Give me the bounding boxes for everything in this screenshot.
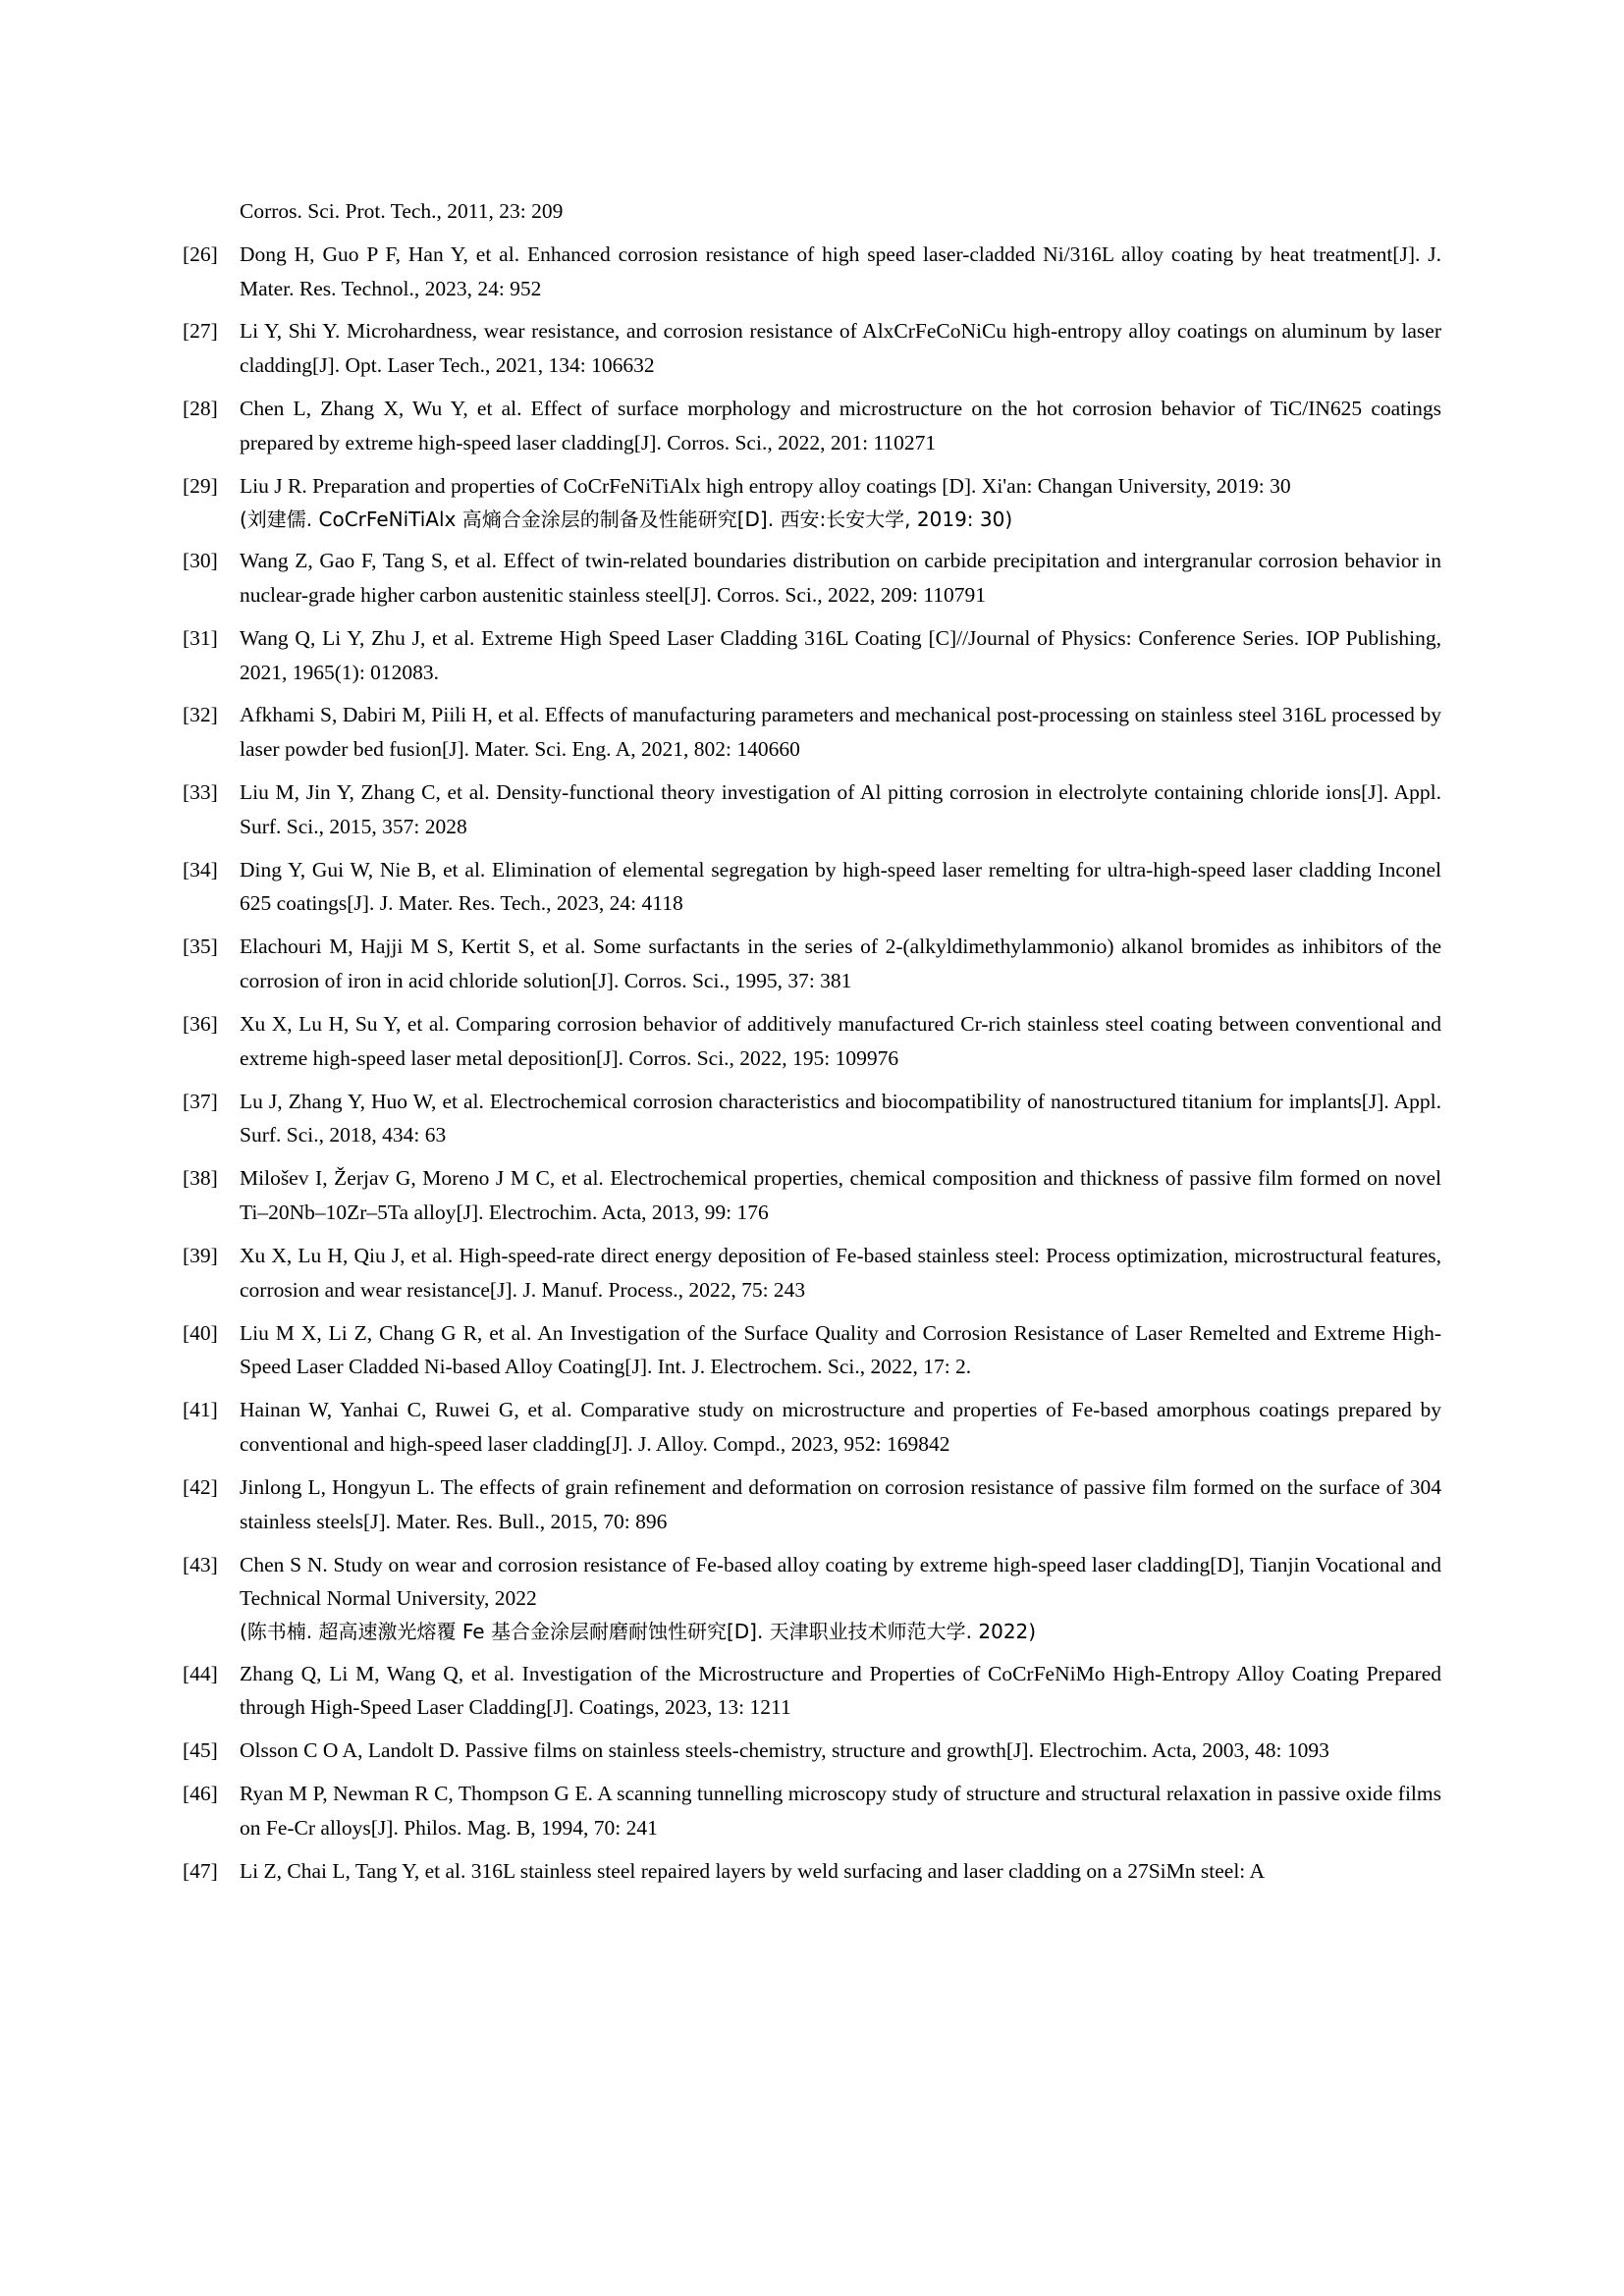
reference-number: [41]: [183, 1398, 218, 1422]
reference-number: [40]: [183, 1320, 218, 1345]
reference-number: [47]: [183, 1858, 218, 1883]
reference-number: [34]: [183, 857, 218, 881]
reference-chinese-text: (陈书楠. 超高速激光熔覆 Fe 基合金涂层耐磨耐蚀性研究[D]. 天津职业技术师范大学. 2022): [240, 1620, 1037, 1644]
list-item: [183, 1548, 1441, 1648]
list-item: [183, 1657, 1441, 1726]
reference-text: Li Y, Shi Y. Microhardness, wear resistance, and corrosion resistance of AlxCrFeCoNiCu high-entropy alloy coatings on aluminum by laser cladding[J]. Opt. Laser Tech., 2021, 134: 106632: [240, 319, 1441, 378]
reference-number: [26]: [183, 241, 218, 266]
reference-text: Hainan W, Yanhai C, Ruwei G, et al. Comparative study on microstructure and properties of Fe-based amorphous coatings prepared by conventional and high-speed laser cladding[J]. J. Alloy. Compd., 2023, 952: 169842: [240, 1398, 1441, 1457]
reference-list: [183, 238, 1441, 1889]
reference-number: [31]: [183, 625, 218, 650]
reference-chinese-text: (刘建儒. CoCrFeNiTiAlx 高熵合金涂层的制备及性能研究[D]. 西安:长安大学, 2019: 30): [240, 507, 1013, 531]
reference-text: Chen L, Zhang X, Wu Y, et al. Effect of surface morphology and microstructure on the hot corrosion behavior of TiC/IN625 coatings prepared by extreme high-speed laser cladding[J]. Corros. Sci., 2022, 201: 110271: [240, 397, 1441, 454]
reference-text: Afkhami S, Dabiri M, Piili H, et al. Effects of manufacturing parameters and mechanical post-processing on stainless steel 316L processed by laser powder bed fusion[J]. Mater. Sci. Eng. A, 2021, 802: 140660: [240, 703, 1441, 762]
reference-number: [44]: [183, 1661, 218, 1685]
reference-text: Zhang Q, Li M, Wang Q, et al. Investigation of the Microstructure and Properties of CoCrFeNiMo High-Entropy Alloy Coating Prepared through High-Speed Laser Cladding[J]. Coatings, 2023, 13: 1211: [240, 1661, 1441, 1720]
reference-number: [28]: [183, 397, 218, 421]
reference-text: Xu X, Lu H, Qiu J, et al. High-speed-rate direct energy deposition of Fe-based stainless steel: Process optimization, microstructural features, corrosion and wear resistance[J]. J. Manuf. Process., 2022, 75: 243: [240, 1243, 1441, 1302]
reference-text: Ryan M P, Newman R C, Thompson G E. A scanning tunnelling microscopy study of structure and structural relaxation in passive oxide films on Fe-Cr alloys[J]. Philos. Mag. B, 1994, 70: 241: [240, 1782, 1441, 1840]
list-item: [183, 853, 1441, 922]
reference-number: [39]: [183, 1243, 218, 1267]
list-item: [183, 1854, 1441, 1889]
reference-number: [29]: [183, 473, 218, 498]
list-item: [183, 238, 1441, 306]
reference-text: Wang Z, Gao F, Tang S, et al. Effect of twin-related boundaries distribution on carbide precipitation and intergranular corrosion behavior in nuclear-grade higher carbon austenitic stainless steel[J]. Corros. Sci., 2022, 209: 110791: [240, 549, 1441, 607]
reference-text: Ding Y, Gui W, Nie B, et al. Elimination of elemental segregation by high-speed laser remelting for ultra-high-speed laser cladding Inconel 625 coatings[J]. J. Mater. Res. Tech., 2023, 24: 4118: [240, 857, 1441, 916]
list-item: [183, 314, 1441, 383]
list-item: [183, 1085, 1441, 1153]
reference-number: [36]: [183, 1011, 218, 1036]
reference-number: [33]: [183, 779, 218, 804]
list-item: [183, 1470, 1441, 1539]
reference-text: Liu M, Jin Y, Zhang C, et al. Density-functional theory investigation of Al pitting corrosion in electrolyte containing chloride ions[J]. Appl. Surf. Sci., 2015, 357: 2028: [240, 779, 1441, 838]
list-item: [183, 469, 1441, 535]
reference-number: [37]: [183, 1089, 218, 1113]
reference-text: Liu J R. Preparation and properties of CoCrFeNiTiAlx high entropy alloy coatings [D]. Xi'an: Changan University, 2019: 30: [240, 473, 1291, 498]
reference-number: [38]: [183, 1166, 218, 1191]
list-item: [183, 392, 1441, 460]
list-item: [183, 930, 1441, 998]
reference-text: Olsson C O A, Landolt D. Passive films on stainless steels-chemistry, structure and growth[J]. Electrochim. Acta, 2003, 48: 1093: [240, 1738, 1329, 1763]
reference-number: [45]: [183, 1738, 218, 1763]
reference-text: Chen S N. Study on wear and corrosion resistance of Fe-based alloy coating by extreme high-speed laser cladding[D], Tianjin Vocational and Technical Normal University, 2022: [240, 1552, 1441, 1611]
list-item: [183, 621, 1441, 690]
list-item: [183, 1239, 1441, 1308]
reference-number: [42]: [183, 1474, 218, 1499]
reference-text: Milošev I, Žerjav G, Moreno J M C, et al. Electrochemical properties, chemical composition and thickness of passive film formed on novel Ti–20Nb–10Zr–5Ta alloy[J]. Electrochim. Acta, 2013, 99: 176: [240, 1166, 1441, 1225]
list-item: [183, 1734, 1441, 1768]
list-item: [183, 1777, 1441, 1845]
continued-reference-line: Corros. Sci. Prot. Tech., 2011, 23: 209: [240, 199, 564, 223]
list-item: [183, 698, 1441, 767]
reference-text: Wang Q, Li Y, Zhu J, et al. Extreme High Speed Laser Cladding 316L Coating [C]//Journal of Physics: Conference Series. IOP Publishing, 2021, 1965(1): 012083.: [240, 625, 1441, 684]
reference-number: [46]: [183, 1782, 218, 1806]
reference-text: Lu J, Zhang Y, Huo W, et al. Electrochemical corrosion characteristics and biocompatibility of nanostructured titanium for implants[J]. Appl. Surf. Sci., 2018, 434: 63: [240, 1089, 1441, 1148]
reference-number: [27]: [183, 319, 218, 344]
reference-number: [43]: [183, 1552, 218, 1576]
reference-text: Li Z, Chai L, Tang Y, et al. 316L stainless steel repaired layers by weld surfacing and laser cladding on a 27SiMn steel: A: [240, 1858, 1265, 1883]
list-item: [183, 1393, 1441, 1462]
list-item: [183, 775, 1441, 844]
reference-text: Elachouri M, Hajji M S, Kertit S, et al. Some surfactants in the series of 2-(alkyldimethylammonio) alkanol bromides as inhibitors of the corrosion of iron in acid chloride solution[J]. Corros. Sci., 1995, 37: 381: [240, 934, 1441, 993]
list-item: [183, 544, 1441, 613]
reference-number: [35]: [183, 934, 218, 959]
reference-text: Xu X, Lu H, Su Y, et al. Comparing corrosion behavior of additively manufactured Cr-rich stainless steel coating between conventional and extreme high-speed laser metal deposition[J]. Corros. Sci., 2022, 195: 109976: [240, 1011, 1441, 1070]
reference-text: Liu M X, Li Z, Chang G R, et al. An Investigation of the Surface Quality and Corrosion Resistance of Laser Remelted and Extreme High-Speed Laser Cladded Ni-based Alloy Coating[J]. Int. J. Electrochem. Sci., 2022, 17: 2.: [240, 1320, 1441, 1379]
reference-number: [30]: [183, 549, 218, 573]
list-item: [183, 1161, 1441, 1230]
reference-text: Jinlong L, Hongyun L. The effects of grain refinement and deformation on corrosion resistance of passive film formed on the surface of 304 stainless steels[J]. Mater. Res. Bull., 2015, 70: 896: [240, 1474, 1441, 1533]
reference-text: Dong H, Guo P F, Han Y, et al. Enhanced corrosion resistance of high speed laser-cladded Ni/316L alloy coating by heat treatment[J]. J. Mater. Res. Technol., 2023, 24: 952: [240, 241, 1441, 300]
list-item: [183, 1007, 1441, 1076]
reference-number: [32]: [183, 703, 218, 727]
list-item: [183, 1316, 1441, 1385]
